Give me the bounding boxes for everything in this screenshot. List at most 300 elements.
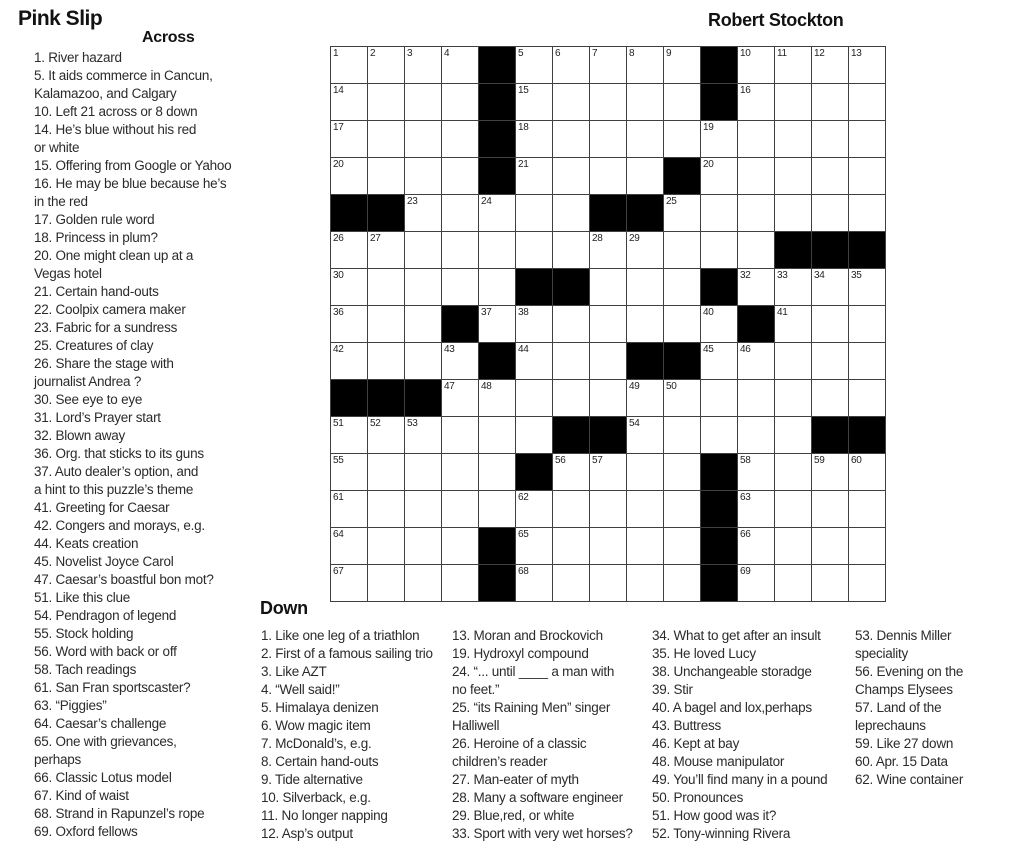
grid-cell[interactable] — [701, 158, 738, 195]
grid-cell[interactable] — [405, 269, 442, 306]
grid-cell-black — [331, 380, 368, 417]
grid-cell[interactable] — [331, 306, 368, 343]
grid-cell[interactable] — [701, 380, 738, 417]
down-clue-column-1 — [261, 627, 433, 843]
grid-cell-black — [331, 195, 368, 232]
grid-cell[interactable] — [516, 528, 553, 565]
cell-number: 53 — [407, 418, 418, 429]
grid-cell[interactable] — [368, 306, 405, 343]
grid-cell[interactable] — [590, 84, 627, 121]
cell-number: 3 — [407, 48, 413, 59]
grid-cell[interactable] — [405, 158, 442, 195]
grid-cell-black — [479, 84, 516, 121]
grid-cell[interactable] — [627, 47, 664, 84]
grid-cell[interactable] — [590, 121, 627, 158]
clue: 44. Keats creation — [34, 536, 139, 551]
grid-cell[interactable] — [664, 232, 701, 269]
grid-cell[interactable] — [701, 121, 738, 158]
grid-cell[interactable] — [442, 528, 479, 565]
clue: 24. “... until ____ a man with — [452, 664, 615, 679]
grid-cell-black — [516, 269, 553, 306]
grid-cell[interactable] — [553, 306, 590, 343]
grid-cell[interactable] — [405, 417, 442, 454]
cell-number: 46 — [740, 344, 751, 355]
grid-cell[interactable] — [331, 491, 368, 528]
grid-cell[interactable] — [331, 417, 368, 454]
grid-cell[interactable] — [738, 454, 775, 491]
grid-cell[interactable] — [516, 195, 553, 232]
grid-cell[interactable] — [516, 158, 553, 195]
grid-cell[interactable] — [590, 343, 627, 380]
grid-cell[interactable] — [590, 528, 627, 565]
clue-continuation: Champs Elysees — [855, 682, 953, 697]
grid-cell[interactable] — [701, 417, 738, 454]
clue-continuation: perhaps — [34, 752, 82, 767]
clue: 9. Tide alternative — [261, 772, 363, 787]
clue: 14. He’s blue without his red — [34, 122, 197, 137]
grid-cell[interactable] — [849, 84, 886, 121]
cell-number: 58 — [740, 455, 751, 466]
grid-cell[interactable] — [442, 195, 479, 232]
grid-cell[interactable] — [516, 121, 553, 158]
cell-number: 59 — [814, 455, 825, 466]
grid-cell[interactable] — [331, 158, 368, 195]
cell-number: 69 — [740, 566, 751, 577]
grid-cell[interactable] — [664, 84, 701, 121]
cell-number: 55 — [333, 455, 344, 466]
grid-cell-black — [701, 454, 738, 491]
grid-cell[interactable] — [738, 232, 775, 269]
clue: 29. Blue,red, or white — [452, 808, 575, 823]
grid-cell[interactable] — [590, 269, 627, 306]
grid-cell[interactable] — [775, 343, 812, 380]
grid-cell[interactable] — [442, 84, 479, 121]
grid-cell[interactable] — [368, 454, 405, 491]
clue: 37. Auto dealer’s option, and — [34, 464, 199, 479]
clue: 12. Asp’s output — [261, 826, 353, 841]
grid-cell[interactable] — [442, 47, 479, 84]
clue: 21. Certain hand-outs — [34, 284, 159, 299]
grid-cell[interactable] — [553, 380, 590, 417]
grid-cell[interactable] — [479, 417, 516, 454]
cell-number: 52 — [370, 418, 381, 429]
grid-cell[interactable] — [627, 417, 664, 454]
clue: 68. Strand in Rapunzel’s rope — [34, 806, 205, 821]
grid-cell[interactable] — [738, 380, 775, 417]
grid-cell[interactable] — [849, 47, 886, 84]
cell-number: 26 — [333, 233, 344, 244]
clue: 1. River hazard — [34, 50, 122, 65]
grid-cell[interactable] — [479, 232, 516, 269]
grid-cell[interactable] — [775, 195, 812, 232]
grid-cell[interactable] — [405, 195, 442, 232]
grid-cell[interactable] — [590, 158, 627, 195]
grid-cell[interactable] — [442, 417, 479, 454]
grid-cell[interactable] — [331, 528, 368, 565]
grid-cell[interactable] — [701, 343, 738, 380]
cell-number: 36 — [333, 307, 344, 318]
grid-cell[interactable] — [775, 417, 812, 454]
grid-cell[interactable] — [479, 454, 516, 491]
clue: 6. Wow magic item — [261, 718, 371, 733]
grid-cell[interactable] — [405, 121, 442, 158]
grid-cell[interactable] — [553, 195, 590, 232]
cell-number: 1 — [333, 48, 339, 59]
grid-cell[interactable] — [627, 528, 664, 565]
grid-cell[interactable] — [849, 528, 886, 565]
grid-cell-black — [368, 380, 405, 417]
cell-number: 14 — [333, 85, 344, 96]
grid-cell[interactable] — [442, 269, 479, 306]
grid-cell[interactable] — [479, 269, 516, 306]
grid-cell[interactable] — [405, 47, 442, 84]
grid-cell[interactable] — [331, 269, 368, 306]
grid-cell[interactable] — [812, 380, 849, 417]
grid-cell-black — [701, 84, 738, 121]
grid-cell[interactable] — [627, 269, 664, 306]
grid-cell[interactable] — [664, 121, 701, 158]
grid-cell-black — [479, 528, 516, 565]
grid-cell[interactable] — [627, 158, 664, 195]
clue: 55. Stock holding — [34, 626, 134, 641]
author-name: Robert Stockton — [708, 10, 844, 30]
grid-cell[interactable] — [738, 343, 775, 380]
grid-cell[interactable] — [368, 565, 405, 602]
grid-cell[interactable] — [738, 158, 775, 195]
grid-cell[interactable] — [553, 491, 590, 528]
grid-cell[interactable] — [553, 565, 590, 602]
cell-number: 42 — [333, 344, 344, 355]
grid-cell[interactable] — [331, 121, 368, 158]
grid-cell[interactable] — [516, 491, 553, 528]
grid-cell[interactable] — [405, 306, 442, 343]
grid-cell[interactable] — [664, 195, 701, 232]
grid-cell[interactable] — [590, 380, 627, 417]
grid-cell[interactable] — [775, 491, 812, 528]
grid-cell[interactable] — [812, 528, 849, 565]
grid-cell[interactable] — [368, 528, 405, 565]
grid-cell[interactable] — [627, 121, 664, 158]
grid-cell[interactable] — [701, 306, 738, 343]
clue: 5. It aids commerce in Cancun, — [34, 68, 213, 83]
cell-number: 32 — [740, 270, 751, 281]
clue: 8. Certain hand-outs — [261, 754, 379, 769]
grid-cell[interactable] — [738, 528, 775, 565]
grid-cell[interactable] — [516, 417, 553, 454]
grid-cell[interactable] — [331, 47, 368, 84]
grid-cell[interactable] — [368, 269, 405, 306]
grid-cell[interactable] — [812, 84, 849, 121]
grid-cell[interactable] — [553, 528, 590, 565]
grid-cell[interactable] — [479, 306, 516, 343]
cell-number: 20 — [333, 159, 344, 170]
grid-cell[interactable] — [405, 454, 442, 491]
grid-cell[interactable] — [590, 232, 627, 269]
down-clue-column-2 — [452, 627, 633, 843]
grid-cell[interactable] — [812, 454, 849, 491]
grid-cell[interactable] — [812, 47, 849, 84]
cell-number: 66 — [740, 529, 751, 540]
grid-cell[interactable] — [627, 565, 664, 602]
cell-number: 41 — [777, 307, 788, 318]
clue: 27. Man-eater of myth — [452, 772, 579, 787]
grid-cell[interactable] — [553, 158, 590, 195]
clue: 69. Oxford fellows — [34, 824, 138, 839]
grid-cell[interactable] — [516, 565, 553, 602]
clue: 48. Mouse manipulator — [652, 754, 785, 769]
clue: 23. Fabric for a sundress — [34, 320, 178, 335]
clue: 33. Sport with very wet horses? — [452, 826, 633, 841]
grid-cell[interactable] — [331, 232, 368, 269]
grid-cell[interactable] — [812, 306, 849, 343]
grid-cell[interactable] — [516, 232, 553, 269]
clue: 41. Greeting for Caesar — [34, 500, 170, 515]
grid-cell[interactable] — [331, 565, 368, 602]
grid-cell[interactable] — [812, 158, 849, 195]
clue: 10. Left 21 across or 8 down — [34, 104, 198, 119]
grid-cell[interactable] — [405, 232, 442, 269]
clue: 26. Share the stage with — [34, 356, 174, 371]
grid-cell[interactable] — [849, 306, 886, 343]
clue: 17. Golden rule word — [34, 212, 155, 227]
grid-cell[interactable] — [775, 528, 812, 565]
grid-cell[interactable] — [812, 269, 849, 306]
grid-cell[interactable] — [738, 121, 775, 158]
grid-cell[interactable] — [553, 232, 590, 269]
cell-number: 63 — [740, 492, 751, 503]
grid-cell[interactable] — [664, 528, 701, 565]
grid-cell[interactable] — [664, 491, 701, 528]
grid-cell[interactable] — [442, 343, 479, 380]
grid-cell-black — [849, 232, 886, 269]
clue-continuation: a hint to this puzzle’s theme — [34, 482, 194, 497]
grid-cell[interactable] — [553, 84, 590, 121]
grid-cell[interactable] — [516, 343, 553, 380]
clue: 62. Wine container — [855, 772, 964, 787]
grid-cell[interactable] — [405, 565, 442, 602]
grid-cell[interactable] — [516, 306, 553, 343]
grid-cell[interactable] — [516, 47, 553, 84]
clue: 25. Creatures of clay — [34, 338, 154, 353]
grid-cell[interactable] — [849, 269, 886, 306]
cell-number: 30 — [333, 270, 344, 281]
grid-cell[interactable] — [442, 565, 479, 602]
grid-cell[interactable] — [775, 380, 812, 417]
grid-cell[interactable] — [738, 491, 775, 528]
grid-cell[interactable] — [331, 84, 368, 121]
grid-cell[interactable] — [442, 121, 479, 158]
grid-cell[interactable] — [664, 306, 701, 343]
grid-cell[interactable] — [405, 84, 442, 121]
grid-cell[interactable] — [664, 417, 701, 454]
clue: 7. McDonald’s, e.g. — [261, 736, 372, 751]
grid-cell[interactable] — [627, 454, 664, 491]
grid-cell[interactable] — [701, 232, 738, 269]
grid-cell[interactable] — [405, 343, 442, 380]
grid-cell[interactable] — [738, 565, 775, 602]
grid-cell[interactable] — [368, 343, 405, 380]
grid-cell[interactable] — [590, 491, 627, 528]
grid-cell[interactable] — [442, 380, 479, 417]
grid-cell-black — [590, 417, 627, 454]
cell-number: 17 — [333, 122, 344, 133]
grid-cell[interactable] — [368, 491, 405, 528]
grid-cell[interactable] — [775, 158, 812, 195]
clue: 58. Tach readings — [34, 662, 137, 677]
grid-cell[interactable] — [812, 121, 849, 158]
grid-cell[interactable] — [775, 454, 812, 491]
cell-number: 16 — [740, 85, 751, 96]
grid-cell[interactable] — [368, 158, 405, 195]
grid-cell[interactable] — [738, 269, 775, 306]
grid-cell[interactable] — [849, 195, 886, 232]
grid-cell[interactable] — [775, 121, 812, 158]
grid-cell[interactable] — [775, 269, 812, 306]
grid-cell[interactable] — [331, 454, 368, 491]
cell-number: 28 — [592, 233, 603, 244]
grid-cell[interactable] — [590, 454, 627, 491]
grid-cell[interactable] — [331, 343, 368, 380]
grid-cell-black — [738, 306, 775, 343]
grid-cell[interactable] — [590, 565, 627, 602]
grid-cell[interactable] — [553, 343, 590, 380]
grid-cell[interactable] — [812, 195, 849, 232]
grid-cell[interactable] — [368, 232, 405, 269]
grid-cell[interactable] — [368, 47, 405, 84]
cell-number: 47 — [444, 381, 455, 392]
grid-cell[interactable] — [849, 491, 886, 528]
grid-cell-black — [812, 417, 849, 454]
grid-cell[interactable] — [405, 528, 442, 565]
grid-cell[interactable] — [812, 565, 849, 602]
grid-cell-black — [553, 269, 590, 306]
grid-cell[interactable] — [516, 84, 553, 121]
grid-cell[interactable] — [738, 195, 775, 232]
grid-cell[interactable] — [368, 417, 405, 454]
grid-cell[interactable] — [516, 380, 553, 417]
cell-number: 62 — [518, 492, 529, 503]
grid-cell[interactable] — [775, 306, 812, 343]
cell-number: 9 — [666, 48, 672, 59]
clue: 65. One with grievances, — [34, 734, 177, 749]
grid-cell[interactable] — [553, 454, 590, 491]
grid-cell[interactable] — [701, 195, 738, 232]
cell-number: 51 — [333, 418, 344, 429]
grid-cell[interactable] — [627, 84, 664, 121]
grid-cell-black — [701, 491, 738, 528]
grid-cell[interactable] — [553, 47, 590, 84]
grid-cell[interactable] — [664, 565, 701, 602]
clue: 11. No longer napping — [261, 808, 388, 823]
clue: 57. Land of the — [855, 700, 942, 715]
grid-cell[interactable] — [849, 121, 886, 158]
grid-cell-black — [812, 232, 849, 269]
grid-cell[interactable] — [627, 232, 664, 269]
clue-continuation: no feet.” — [452, 682, 500, 697]
grid-cell-black — [627, 343, 664, 380]
grid-cell[interactable] — [590, 47, 627, 84]
grid-cell[interactable] — [442, 158, 479, 195]
clue: 13. Moran and Brockovich — [452, 628, 603, 643]
grid-cell[interactable] — [479, 491, 516, 528]
clue-continuation: Halliwell — [452, 718, 500, 733]
grid-cell[interactable] — [849, 454, 886, 491]
cell-number: 24 — [481, 196, 492, 207]
grid-cell-black — [627, 195, 664, 232]
grid-cell[interactable] — [775, 565, 812, 602]
cell-number: 21 — [518, 159, 529, 170]
clue-continuation: speciality — [855, 646, 909, 661]
clue: 5. Himalaya denizen — [261, 700, 379, 715]
grid-cell-black — [701, 269, 738, 306]
grid-cell-black — [701, 528, 738, 565]
grid-cell[interactable] — [664, 454, 701, 491]
cell-number: 45 — [703, 344, 714, 355]
grid-cell-black — [442, 306, 479, 343]
grid-cell[interactable] — [627, 380, 664, 417]
grid-cell[interactable] — [442, 454, 479, 491]
grid-cell[interactable] — [849, 565, 886, 602]
grid-cell[interactable] — [368, 84, 405, 121]
grid-cell[interactable] — [738, 417, 775, 454]
grid-cell[interactable] — [849, 343, 886, 380]
grid-cell[interactable] — [812, 343, 849, 380]
grid-cell-black — [479, 47, 516, 84]
clue-continuation: leprechauns — [855, 718, 926, 733]
grid-cell[interactable] — [479, 195, 516, 232]
grid-cell[interactable] — [590, 306, 627, 343]
grid-cell-black — [664, 158, 701, 195]
cell-number: 38 — [518, 307, 529, 318]
grid-cell[interactable] — [442, 491, 479, 528]
grid-cell[interactable] — [627, 306, 664, 343]
crossword-grid — [330, 46, 886, 602]
cell-number: 10 — [740, 48, 751, 59]
grid-cell[interactable] — [627, 491, 664, 528]
clue: 1. Like one leg of a triathlon — [261, 628, 420, 643]
cell-number: 4 — [444, 48, 450, 59]
grid-cell[interactable] — [664, 47, 701, 84]
grid-cell[interactable] — [553, 121, 590, 158]
grid-cell[interactable] — [368, 121, 405, 158]
grid-cell[interactable] — [738, 47, 775, 84]
clue: 60. Apr. 15 Data — [855, 754, 948, 769]
grid-cell[interactable] — [849, 158, 886, 195]
grid-cell[interactable] — [775, 84, 812, 121]
cell-number: 61 — [333, 492, 344, 503]
grid-cell[interactable] — [812, 491, 849, 528]
clue: 26. Heroine of a classic — [452, 736, 587, 751]
cell-number: 44 — [518, 344, 529, 355]
grid-cell-black — [553, 417, 590, 454]
grid-cell[interactable] — [405, 491, 442, 528]
grid-cell[interactable] — [738, 84, 775, 121]
clue: 35. He loved Lucy — [652, 646, 756, 661]
grid-cell[interactable] — [479, 380, 516, 417]
clue: 45. Novelist Joyce Carol — [34, 554, 174, 569]
grid-cell-black — [701, 47, 738, 84]
clue: 56. Word with back or off — [34, 644, 177, 659]
grid-cell[interactable] — [442, 232, 479, 269]
cell-number: 7 — [592, 48, 598, 59]
clue: 42. Congers and morays, e.g. — [34, 518, 205, 533]
grid-cell[interactable] — [775, 47, 812, 84]
grid-cell[interactable] — [849, 380, 886, 417]
grid-cell[interactable] — [664, 380, 701, 417]
cell-number: 48 — [481, 381, 492, 392]
grid-cell[interactable] — [664, 269, 701, 306]
clue-continuation: Vegas hotel — [34, 266, 102, 281]
